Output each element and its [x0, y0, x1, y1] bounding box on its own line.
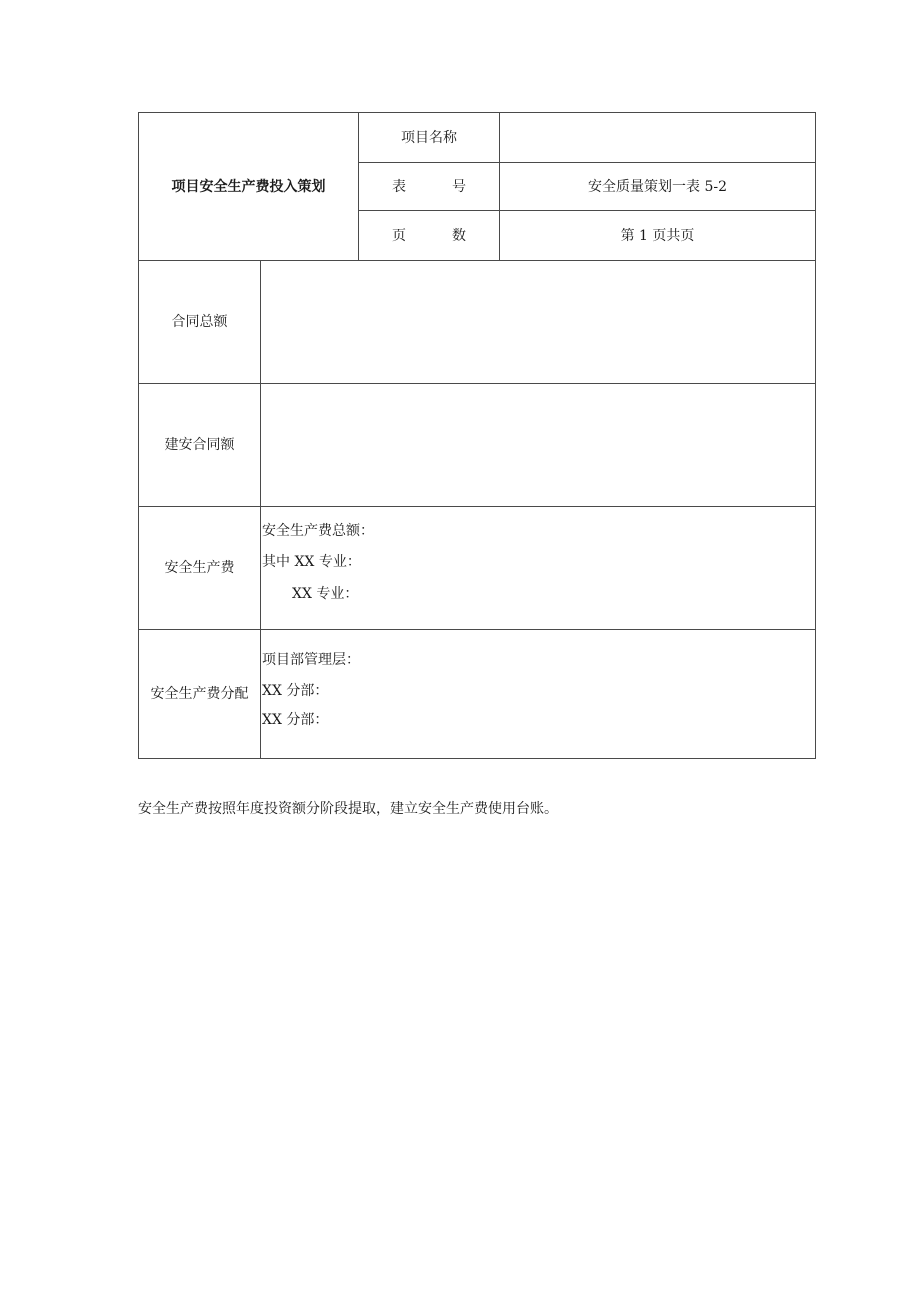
- section-label-construction-contract: [139, 384, 260, 506]
- border-bottom: [138, 758, 816, 759]
- page-count-label-char-1: 页: [392, 227, 406, 244]
- project-name-label-text: 项目名称: [401, 129, 457, 146]
- form-number-label: [359, 163, 499, 210]
- section-label-fee-allocation-text: 安全生产费分配: [150, 686, 249, 702]
- form-number-label-char-2: 号: [452, 178, 466, 195]
- page-count-value: [500, 211, 815, 260]
- planning-form-table: [138, 112, 816, 759]
- project-name-label: [359, 113, 499, 162]
- allocation-management-line: 项目部管理层：: [262, 652, 360, 668]
- section-label-contract-total: [139, 261, 260, 383]
- page-count-label: [359, 211, 499, 260]
- allocation-subsection-line-2: XX 分部：: [262, 712, 329, 728]
- safety-fee-specialty-line-1: 其中 XX 专业：: [262, 554, 361, 570]
- section-label-safety-fee: [139, 507, 260, 629]
- section-label-safety-fee-text: 安全生产费: [164, 560, 235, 576]
- safety-fee-specialty-line-2: XX 专业：: [292, 586, 359, 602]
- form-number-value-text: 安全质量策划一表 5-2: [588, 178, 727, 195]
- safety-fee-total-line: 安全生产费总额：: [262, 523, 374, 539]
- form-number-label-char-1: 表: [392, 178, 406, 195]
- section-label-construction-contract-text: 建安合同额: [164, 437, 235, 453]
- allocation-subsection-line-1: XX 分部：: [262, 683, 329, 699]
- form-number-value: [500, 163, 815, 210]
- section-label-divider: [260, 260, 261, 759]
- page-count-value-text: 第 1 页共页: [620, 227, 695, 244]
- form-title-text: 项目安全生产费投入策划: [171, 178, 326, 195]
- section-label-fee-allocation: [139, 630, 260, 758]
- section-label-contract-total-text: 合同总额: [171, 314, 228, 330]
- page-count-label-char-2: 数: [452, 227, 466, 244]
- footnote-text: 安全生产费按照年度投资额分阶段提取，建立安全生产费使用台账。: [138, 801, 558, 817]
- form-title: [139, 113, 358, 260]
- project-name-value: [500, 113, 815, 162]
